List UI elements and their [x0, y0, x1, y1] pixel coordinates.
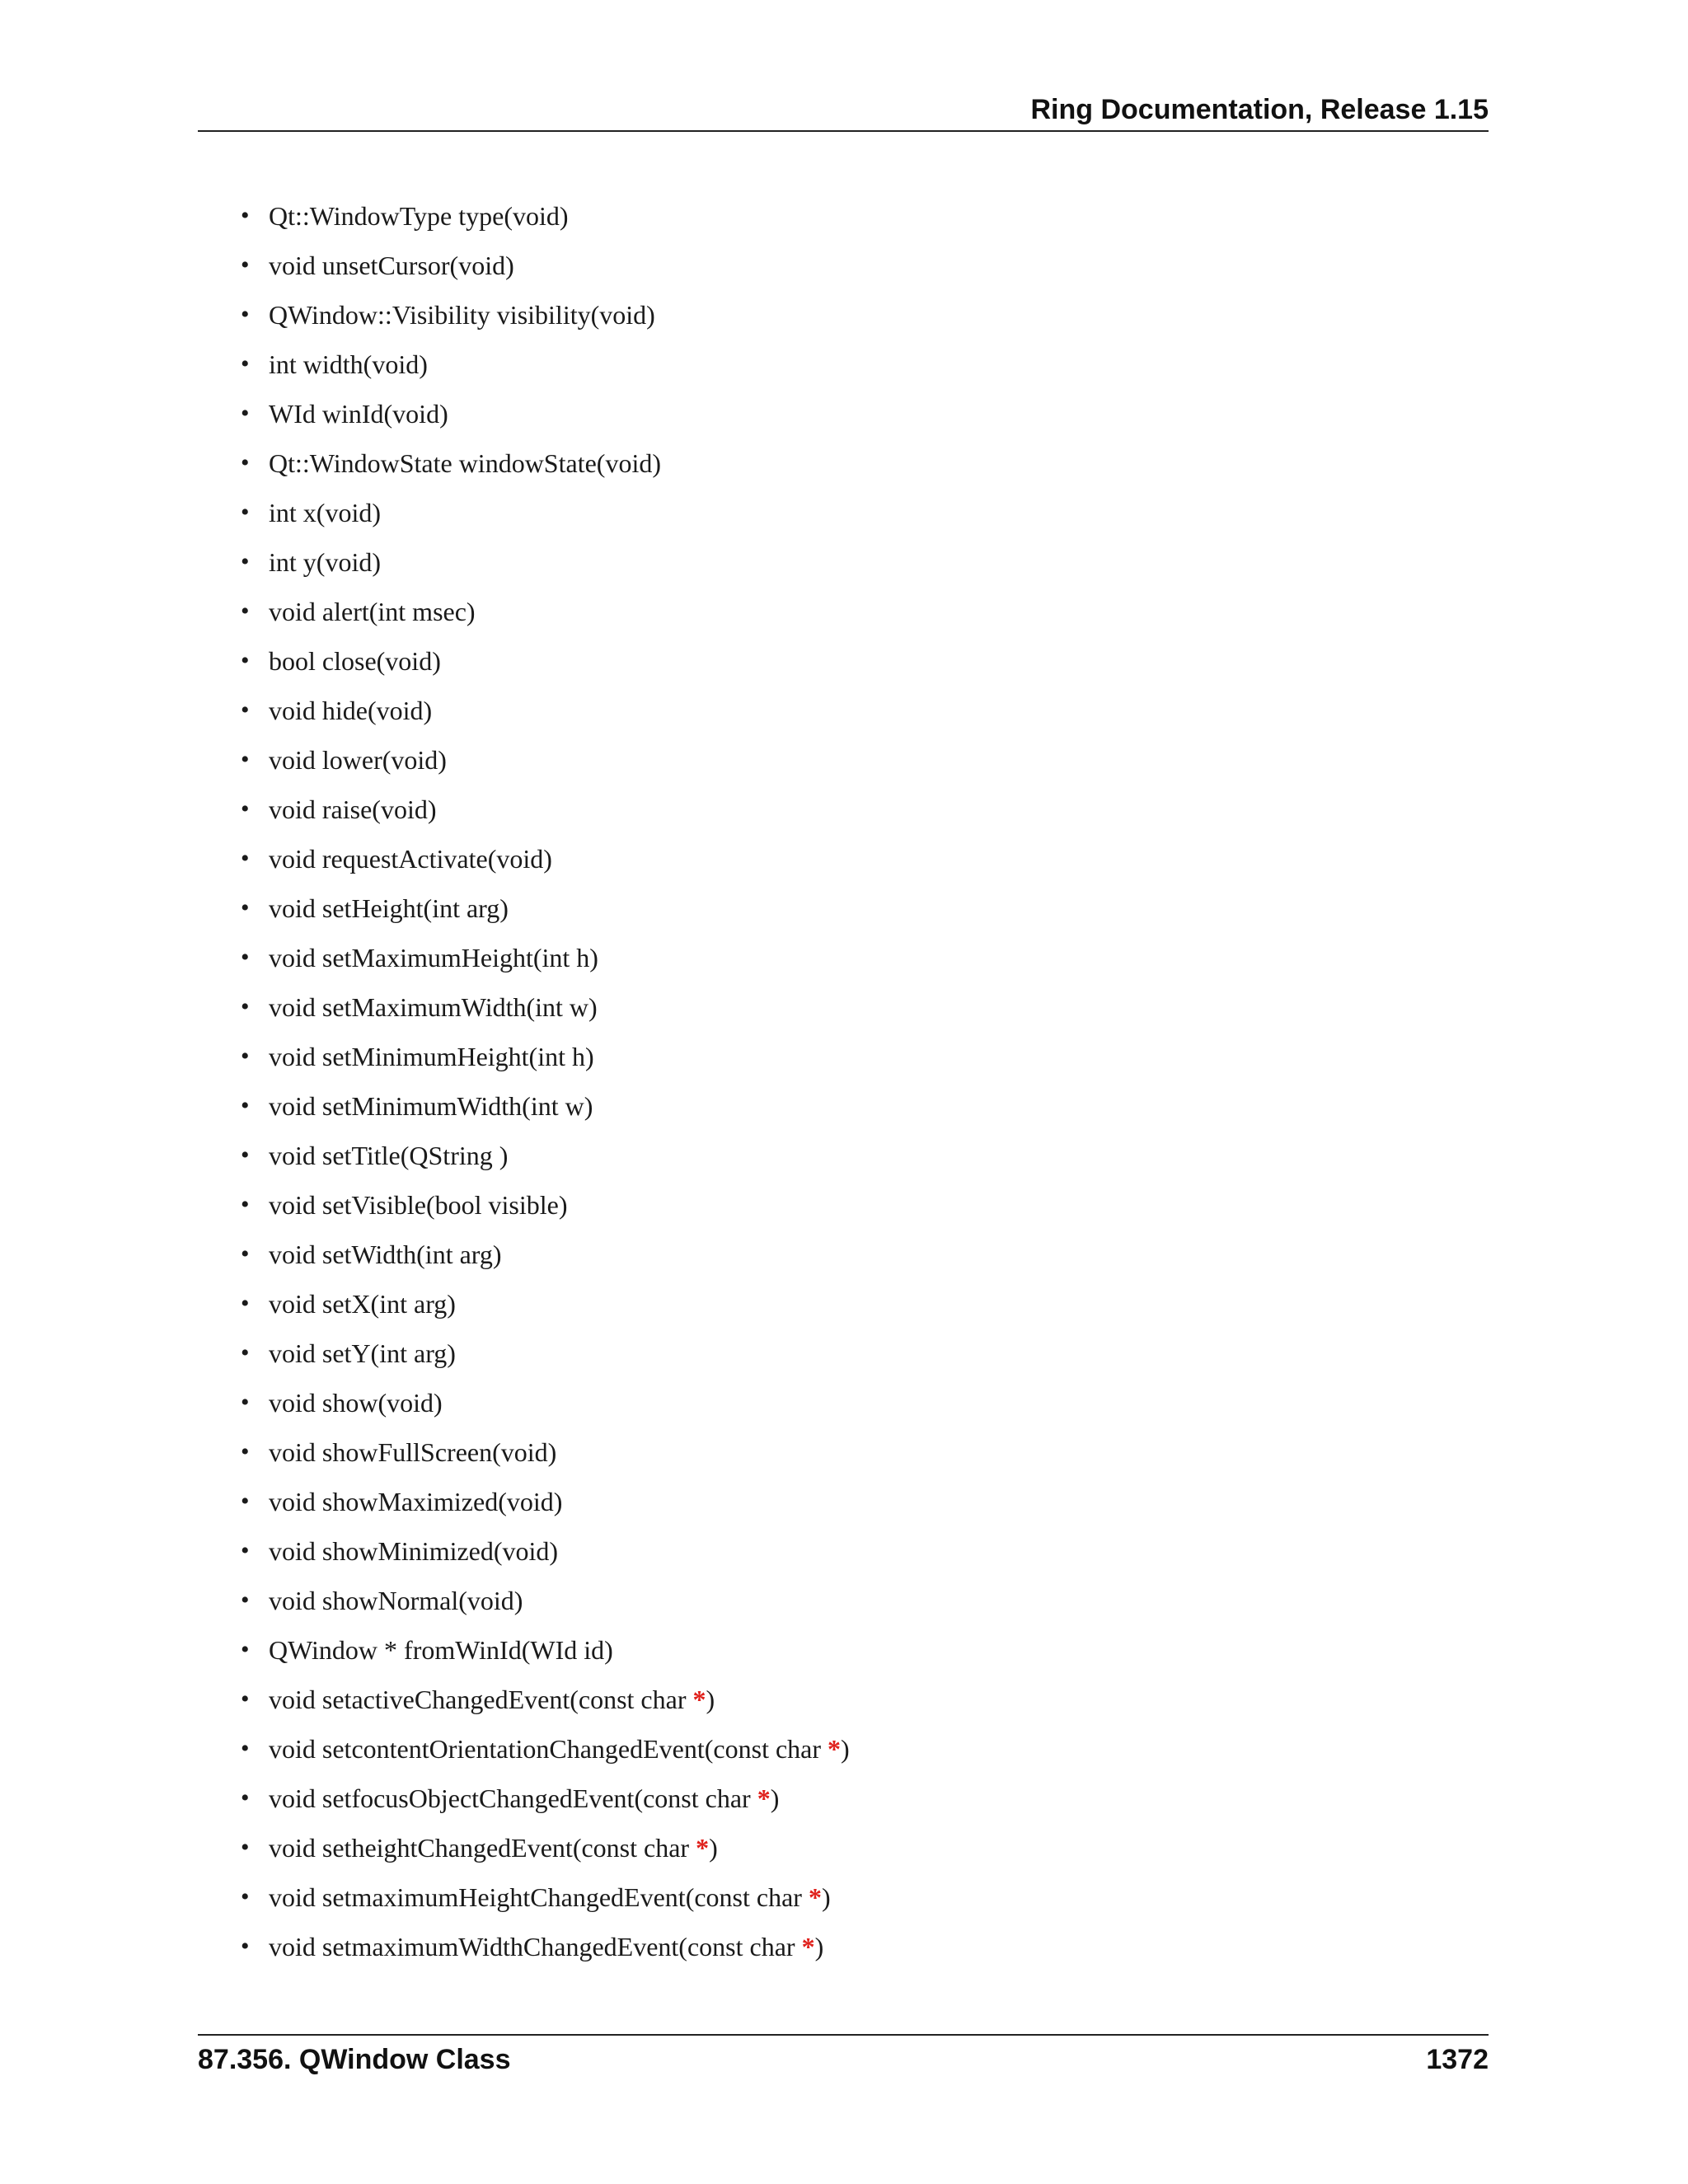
bullet-icon: •	[241, 1438, 250, 1465]
method-signature: int x(void)	[269, 498, 381, 527]
bullet-icon: •	[241, 301, 250, 328]
bullet-icon: •	[241, 944, 250, 971]
list-item	[236, 1678, 850, 1727]
method-signature: void showNormal(void)	[269, 1586, 523, 1615]
list-item	[236, 541, 850, 590]
bullet-icon: •	[241, 1339, 250, 1366]
method-signature: WId winId(void)	[269, 399, 448, 429]
method-signature: void requestActivate(void)	[269, 844, 552, 874]
bullet-icon: •	[241, 1290, 250, 1317]
method-signature-end: )	[709, 1833, 718, 1863]
bullet-icon: •	[241, 400, 250, 427]
method-signature: Qt::WindowState windowState(void)	[269, 448, 661, 478]
list-item	[236, 887, 850, 936]
method-signature: void setheightChangedEvent(const char	[269, 1833, 696, 1863]
bullet-icon: •	[241, 1240, 250, 1268]
method-signature: void setTitle(QString )	[269, 1141, 509, 1170]
method-signature: void lower(void)	[269, 745, 447, 775]
list-item	[236, 788, 850, 837]
list-item	[236, 1035, 850, 1085]
list-item	[236, 1876, 850, 1925]
method-signature: void setcontentOrientationChangedEvent(const char	[269, 1734, 828, 1764]
method-signature: void setMinimumHeight(int h)	[269, 1042, 594, 1071]
method-signature: void setfocusObjectChangedEvent(const char	[269, 1783, 757, 1813]
pointer-star: *	[696, 1833, 710, 1863]
method-signature: void setmaximumHeightChangedEvent(const char	[269, 1882, 809, 1912]
method-signature: void hide(void)	[269, 696, 433, 725]
list-item	[236, 1085, 850, 1134]
bullet-icon: •	[241, 993, 250, 1020]
method-signature: Qt::WindowType type(void)	[269, 201, 569, 231]
list-item	[236, 936, 850, 986]
method-signature: void setmaximumWidthChangedEvent(const char	[269, 1932, 802, 1961]
method-signature-end: )	[821, 1882, 831, 1912]
method-signature: QWindow * fromWinId(WId id)	[269, 1635, 613, 1665]
method-signature: void unsetCursor(void)	[269, 251, 514, 280]
list-item	[236, 689, 850, 738]
bullet-icon: •	[241, 1933, 250, 1960]
pointer-star: *	[692, 1685, 706, 1714]
list-item	[236, 293, 850, 343]
page-number: 1372	[1426, 2044, 1489, 2075]
list-item	[236, 1530, 850, 1579]
method-signature-end: )	[814, 1932, 824, 1961]
list-item	[236, 244, 850, 293]
pointer-star: *	[808, 1882, 822, 1912]
bullet-icon: •	[241, 598, 250, 625]
list-item	[236, 590, 850, 640]
method-signature: void setMaximumHeight(int h)	[269, 943, 598, 972]
bullet-icon: •	[241, 1685, 250, 1713]
method-signature: void setHeight(int arg)	[269, 893, 509, 923]
bullet-icon: •	[241, 1191, 250, 1218]
bullet-icon: •	[241, 1141, 250, 1169]
method-signature-end: )	[841, 1734, 850, 1764]
list-item	[236, 1727, 850, 1777]
method-signature: void setactiveChangedEvent(const char	[269, 1685, 693, 1714]
method-list	[236, 194, 850, 1975]
bullet-icon: •	[241, 1488, 250, 1515]
method-signature: void setY(int arg)	[269, 1338, 456, 1368]
method-signature: int width(void)	[269, 349, 428, 379]
list-item	[236, 640, 850, 689]
method-signature: int y(void)	[269, 547, 381, 577]
list-item	[236, 738, 850, 788]
bullet-icon: •	[241, 1389, 250, 1416]
bullet-icon: •	[241, 1043, 250, 1070]
bullet-icon: •	[241, 894, 250, 921]
list-item	[236, 1183, 850, 1233]
list-item	[236, 1826, 850, 1876]
pointer-star: *	[801, 1932, 815, 1961]
section-title: 87.356. QWindow Class	[198, 2044, 511, 2075]
document-title: Ring Documentation, Release 1.15	[1030, 94, 1489, 125]
bullet-icon: •	[241, 499, 250, 526]
list-item	[236, 1579, 850, 1629]
bullet-icon: •	[241, 795, 250, 823]
bullet-icon: •	[241, 647, 250, 674]
list-item	[236, 837, 850, 887]
list-item	[236, 1282, 850, 1332]
bullet-icon: •	[241, 1834, 250, 1861]
method-signature: void show(void)	[269, 1388, 443, 1418]
bullet-icon: •	[241, 449, 250, 476]
method-signature: void setMinimumWidth(int w)	[269, 1091, 593, 1121]
page-header	[198, 89, 1489, 132]
list-item	[236, 1233, 850, 1282]
list-item	[236, 1332, 850, 1381]
list-item	[236, 1134, 850, 1183]
page-footer	[198, 2034, 1489, 2085]
list-item	[236, 392, 850, 442]
bullet-icon: •	[241, 1784, 250, 1811]
method-signature-end: )	[706, 1685, 715, 1714]
bullet-icon: •	[241, 1883, 250, 1910]
pointer-star: *	[828, 1734, 842, 1764]
bullet-icon: •	[241, 1537, 250, 1564]
list-item	[236, 1925, 850, 1975]
method-signature: bool close(void)	[269, 646, 441, 676]
bullet-icon: •	[241, 746, 250, 773]
list-item	[236, 442, 850, 491]
bullet-icon: •	[241, 1636, 250, 1663]
method-signature: void setMaximumWidth(int w)	[269, 992, 598, 1022]
bullet-icon: •	[241, 1735, 250, 1762]
list-item	[236, 1480, 850, 1530]
list-item	[236, 986, 850, 1035]
method-signature: void showMinimized(void)	[269, 1536, 559, 1566]
method-signature: void showFullScreen(void)	[269, 1437, 557, 1467]
bullet-icon: •	[241, 202, 250, 229]
list-item	[236, 1381, 850, 1431]
pointer-star: *	[757, 1783, 771, 1813]
bullet-icon: •	[241, 1586, 250, 1614]
method-signature: void setVisible(bool visible)	[269, 1190, 568, 1220]
list-item	[236, 1629, 850, 1678]
bullet-icon: •	[241, 251, 250, 279]
list-item	[236, 1431, 850, 1480]
method-signature: void setWidth(int arg)	[269, 1240, 502, 1269]
bullet-icon: •	[241, 1092, 250, 1119]
list-item	[236, 194, 850, 244]
method-signature-end: )	[770, 1783, 780, 1813]
method-signature: void setX(int arg)	[269, 1289, 456, 1319]
list-item	[236, 343, 850, 392]
list-item	[236, 491, 850, 541]
bullet-icon: •	[241, 845, 250, 872]
bullet-icon: •	[241, 696, 250, 724]
method-signature: void showMaximized(void)	[269, 1487, 563, 1516]
method-signature: QWindow::Visibility visibility(void)	[269, 300, 655, 330]
method-signature: void raise(void)	[269, 794, 437, 824]
method-signature: void alert(int msec)	[269, 597, 476, 626]
bullet-icon: •	[241, 350, 250, 377]
list-item	[236, 1777, 850, 1826]
bullet-icon: •	[241, 548, 250, 575]
